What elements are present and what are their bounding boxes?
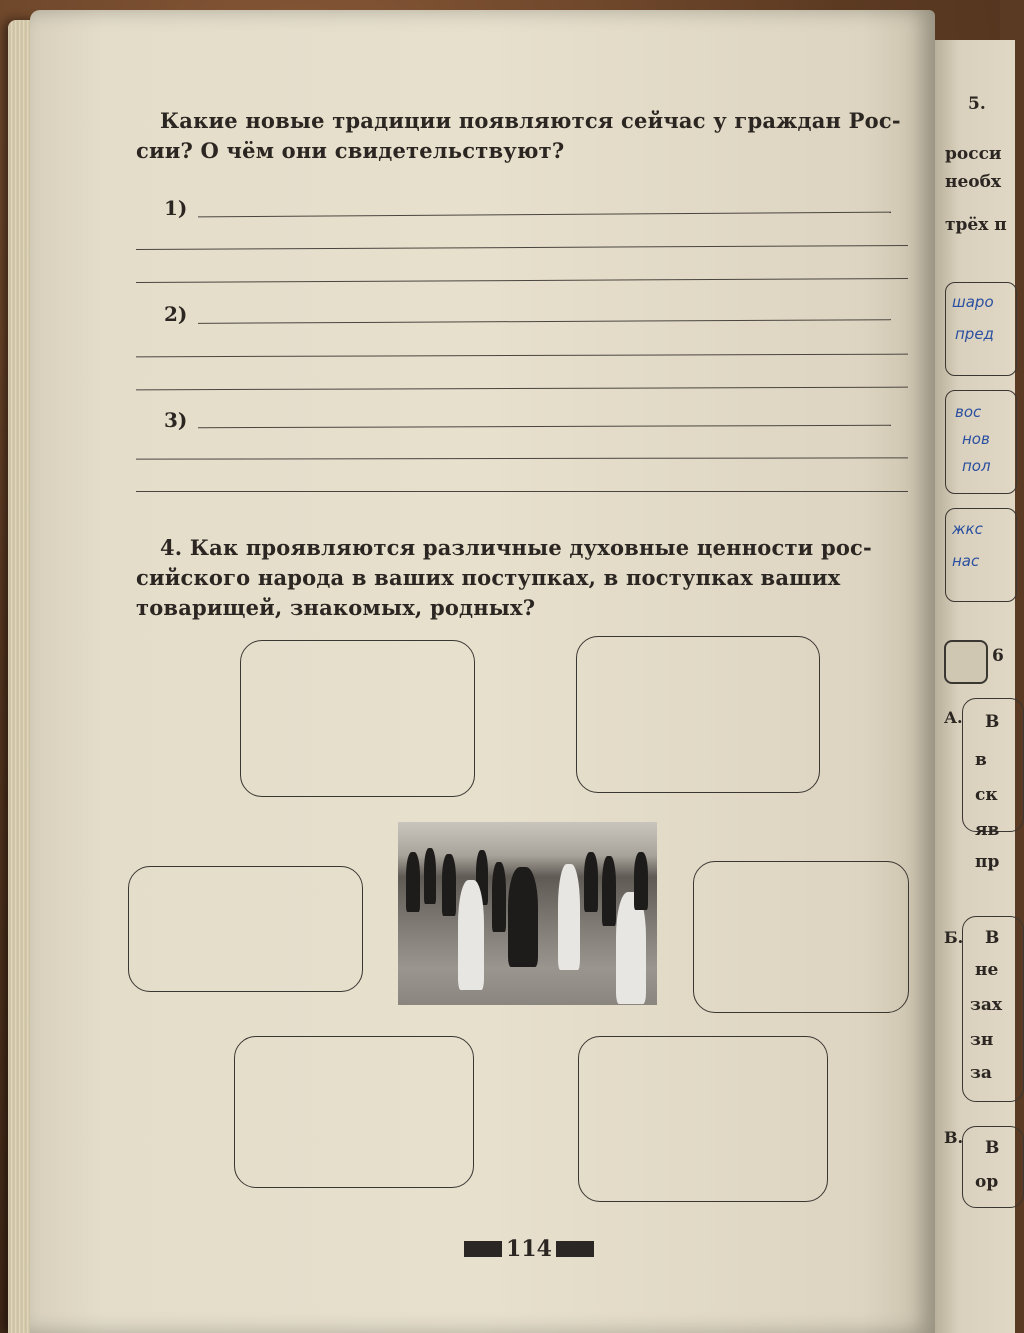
card-text: ск bbox=[975, 785, 998, 805]
answer-box[interactable] bbox=[128, 866, 363, 992]
handwriting: пол bbox=[962, 457, 991, 475]
option-letter: А. bbox=[944, 708, 963, 727]
handwriting: шаро bbox=[952, 293, 994, 311]
card-text: В bbox=[985, 1138, 1000, 1158]
page-number bbox=[464, 1234, 594, 1264]
answer-box[interactable] bbox=[578, 1036, 828, 1202]
answer-number-1: 1) bbox=[164, 196, 188, 220]
option-letter: В. bbox=[944, 1128, 964, 1147]
option-letter: Б. bbox=[944, 928, 964, 947]
question3-line2: сии? О чём они свидетельствуют? bbox=[136, 138, 565, 163]
card-text: зн bbox=[970, 1030, 994, 1050]
answer-box[interactable] bbox=[240, 640, 475, 797]
card-text: яв bbox=[975, 820, 1000, 840]
card-text: зах bbox=[970, 995, 1002, 1015]
answer-line[interactable] bbox=[136, 491, 908, 492]
right-page-text: росси bbox=[945, 144, 1002, 164]
handwriting: жкс bbox=[952, 520, 983, 538]
card-text: пр bbox=[975, 852, 1000, 872]
right-page-text: трёх п bbox=[945, 215, 1007, 235]
page-number-text: 114 bbox=[506, 1236, 552, 1262]
handwriting: нов bbox=[962, 430, 990, 448]
card-text: не bbox=[975, 960, 999, 980]
answer-box[interactable] bbox=[576, 636, 820, 793]
handwriting: нас bbox=[952, 552, 980, 570]
card-text: В bbox=[985, 712, 1000, 732]
card-text: В bbox=[985, 928, 1000, 948]
right-page-text: необх bbox=[945, 172, 1002, 192]
task-number: 6 bbox=[992, 646, 1004, 666]
answer-box[interactable] bbox=[693, 861, 909, 1013]
answer-number-3: 3) bbox=[164, 408, 188, 432]
answer-box[interactable] bbox=[234, 1036, 474, 1188]
card-text: ор bbox=[975, 1172, 999, 1192]
page-number-bar-left bbox=[464, 1241, 502, 1257]
question4-line2: сийского народа в ваших поступках, в поступках ваших bbox=[136, 565, 841, 590]
question3-line1: Какие новые традиции появляются сейчас у граждан Рос- bbox=[160, 108, 901, 133]
answer-number-2: 2) bbox=[164, 302, 188, 326]
handwriting: вос bbox=[955, 403, 982, 421]
page-number-bar-right bbox=[556, 1241, 594, 1257]
right-page-text: 5. bbox=[968, 94, 986, 114]
handwriting: пред bbox=[955, 325, 994, 343]
card-text: за bbox=[970, 1063, 992, 1083]
crowd-photo bbox=[398, 822, 657, 1005]
card-text: в bbox=[975, 750, 987, 770]
question4-line3: товарищей, знакомых, родных? bbox=[136, 595, 536, 620]
question4-line1: 4. Как проявляются различные духовные ценности рос- bbox=[160, 535, 872, 560]
task-icon bbox=[944, 640, 988, 684]
